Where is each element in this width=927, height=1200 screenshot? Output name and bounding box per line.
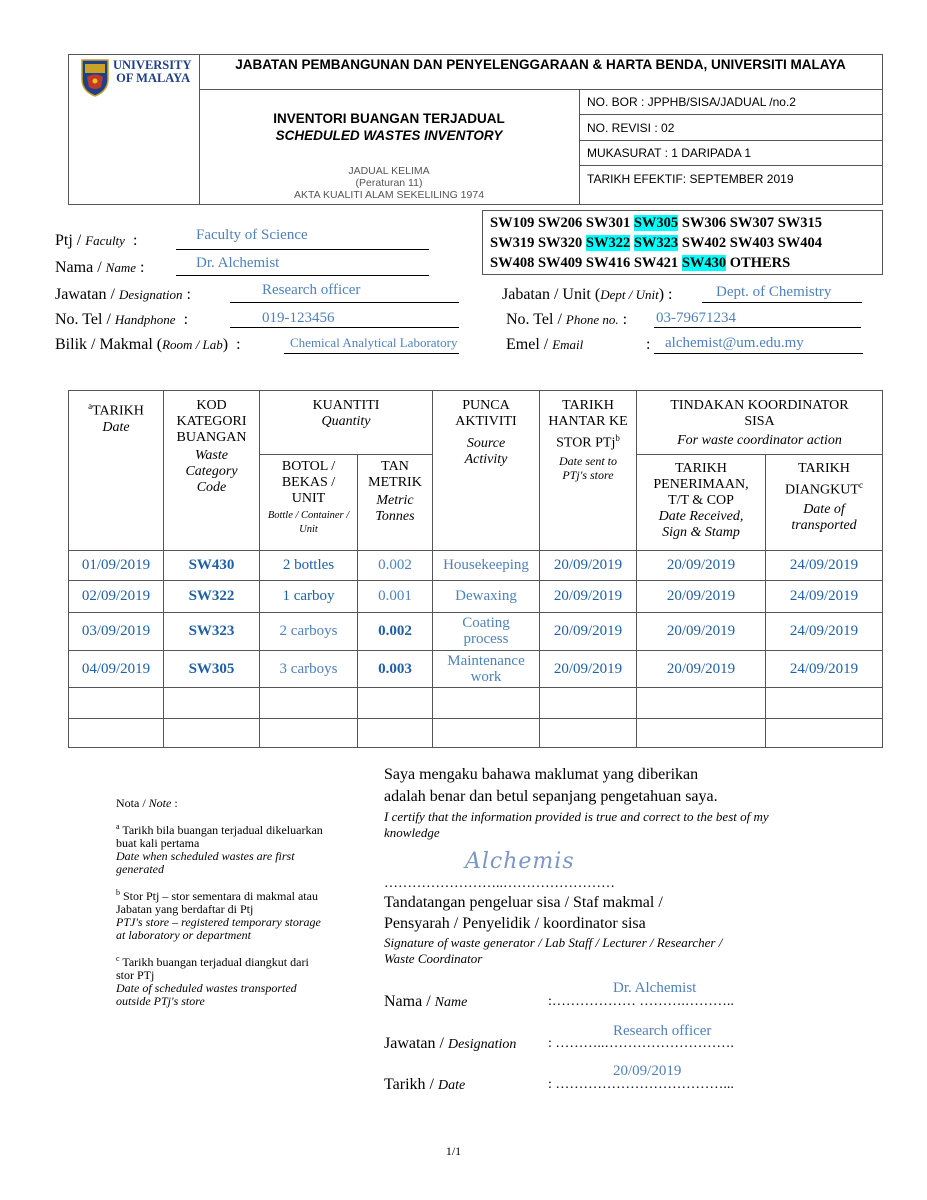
university-logo [77, 59, 197, 101]
table-cell-transported[interactable]: 24/09/2019 [789, 557, 859, 573]
table-cell-date[interactable]: 01/09/2019 [81, 557, 151, 573]
phone-field[interactable]: 03-79671234 [656, 310, 736, 326]
signature-label-en: Signature of waste generator / Lab Staff / Lecturer / Researcher / Waste Coordinator [384, 935, 723, 966]
header-source: PUNCA AKTIVITI Source Activity [455, 398, 517, 467]
table-cell-transported[interactable]: 24/09/2019 [789, 661, 859, 677]
waste-code: SW409 [537, 255, 583, 271]
table-cell-activity[interactable]: Housekeeping [443, 557, 529, 573]
cert-name-value[interactable]: Dr. Alchemist [613, 980, 697, 996]
header-transported: TARIKH DIANGKUT$^c$ Date of transported [785, 461, 863, 533]
note-b: $^b$ Stor Ptj – stor sementara di makmal atau Jabatan yang berdaftar di Ptj PTJ's store – registered temporary storage at laboratory or department [116, 888, 321, 942]
table-cell-date[interactable]: 02/09/2019 [81, 588, 151, 604]
table-cell-activity[interactable]: Dewaxing [455, 588, 517, 604]
revision-number: NO. REVISI : 02 [587, 121, 675, 135]
table-cell-qty[interactable]: 2 carboys [279, 623, 338, 639]
waste-code: SW305 [633, 215, 679, 231]
table-cell-received[interactable]: 20/09/2019 [666, 661, 736, 677]
header-bottle: BOTOL / BEKAS / UNIT Bottle / Container / Unit [267, 459, 350, 535]
table-cell-qty[interactable]: 2 bottles [282, 557, 335, 573]
header-received: TARIKH PENERIMAAN, T/T & COP Date Received, Sign & Stamp [653, 461, 749, 540]
certification-ms-1: Saya mengaku bahawa maklumat yang diberikan [384, 766, 699, 783]
cert-designation-label: Jawatan / Designation [384, 1035, 517, 1052]
header-coordinator: TINDAKAN KOORDINATOR SISA For waste coordinator action [670, 398, 849, 448]
cert-date-label: Tarikh / Date [384, 1076, 466, 1093]
table-cell-date[interactable]: 03/09/2019 [81, 623, 151, 639]
table-cell-code[interactable]: SW323 [188, 623, 235, 639]
waste-code: SW319 [490, 235, 535, 251]
waste-code: SW323 [633, 235, 679, 251]
certification-ms-2: adalah benar dan betul sepanjang pengetahuan saya. [384, 788, 718, 805]
table-cell-sent[interactable]: 20/09/2019 [553, 588, 623, 604]
doc-number: NO. BOR : JPPHB/SISA/JADUAL /no.2 [587, 95, 796, 109]
waste-code: SW416 [585, 255, 631, 271]
header-date: $^a$TARIKH Date [88, 401, 144, 435]
faculty-label: Ptj / Faculty : [55, 232, 138, 249]
waste-code-line [490, 255, 790, 272]
waste-code: SW307 [729, 215, 775, 231]
note-a: $^a$ Tarikh bila buangan terjadual dikeluarkan buat kali pertama Date when scheduled wastes are first generated [116, 822, 323, 876]
document-header [68, 54, 883, 205]
cert-name-line: :……………… ……….……….. [548, 994, 734, 1009]
waste-code: SW109 [490, 215, 535, 231]
notes-section: Nota / Note : $^a$ Tarikh bila buangan terjadual dikeluarkan buat kali pertama Date when scheduled wastes are first generated $^b$ Stor Ptj – stor sementara di makmal atau Jabatan yang berdaftar di Ptj PTJ's store – registered temporary storage at laboratory or department $^c$ Tarikh buangan terjadual diangkut dari stor PTj Date of scheduled wastes transported outside PTj's store [116, 797, 326, 1008]
table-cell-received[interactable]: 20/09/2019 [666, 588, 736, 604]
signature: Alchemis [465, 849, 575, 874]
signature-label-1: Tandatangan pengeluar sisa / Staf makmal / [384, 894, 663, 911]
table-cell-qty[interactable]: 3 carboys [279, 661, 338, 677]
designation-field[interactable]: Research officer [262, 282, 361, 298]
table-cell-activity[interactable]: Maintenance work [447, 653, 525, 685]
header-quantity: KUANTITI Quantity [312, 398, 380, 429]
waste-code: SW430 [681, 255, 727, 271]
cert-name-label: Nama / Name [384, 993, 468, 1010]
waste-code: SW301 [585, 215, 631, 231]
waste-inventory-table [68, 390, 883, 748]
table-cell-received[interactable]: 20/09/2019 [666, 623, 736, 639]
faculty-field[interactable]: Faculty of Science [196, 227, 308, 243]
table-cell-received[interactable]: 20/09/2019 [666, 557, 736, 573]
waste-code: SW403 [729, 235, 775, 251]
room-field[interactable]: Chemical Analytical Laboratory [290, 335, 458, 350]
page-of: MUKASURAT : 1 DARIPADA 1 [587, 146, 752, 160]
table-cell-qty[interactable]: 1 carboy [282, 588, 335, 604]
name-label: Nama / Name : [55, 259, 145, 276]
waste-code: SW206 [537, 215, 583, 231]
unit-label: Jabatan / Unit (Dept / Unit) : [502, 286, 673, 303]
table-cell-transported[interactable]: 24/09/2019 [789, 588, 859, 604]
waste-code-box [482, 210, 883, 275]
inventory-title-ms: INVENTORI BUANGAN TERJADUAL [273, 111, 505, 126]
effective-date: TARIKH EFEKTIF: SEPTEMBER 2019 [587, 172, 794, 186]
cert-date-value[interactable]: 20/09/2019 [613, 1063, 682, 1079]
waste-code: SW315 [777, 215, 823, 231]
waste-code: SW306 [681, 215, 727, 231]
email-field[interactable]: alchemist@um.edu.my [665, 335, 804, 351]
table-cell-sent[interactable]: 20/09/2019 [553, 557, 623, 573]
waste-code: OTHERS [729, 255, 791, 271]
header-tonnes: TAN METRIK Metric Tonnes [368, 459, 422, 524]
cert-designation-line: : ………..………………………. [548, 1036, 734, 1051]
cert-designation-value[interactable]: Research officer [613, 1023, 712, 1039]
table-cell-code[interactable]: SW322 [188, 588, 235, 604]
table-cell-tonnes[interactable]: 0.002 [378, 623, 412, 639]
table-cell-code[interactable]: SW305 [188, 661, 235, 677]
signature-line[interactable]: ……………………..…………………… [384, 876, 615, 891]
name-field[interactable]: Dr. Alchemist [196, 255, 280, 271]
table-cell-activity[interactable]: Coating process [462, 615, 510, 647]
table-cell-tonnes[interactable]: 0.001 [378, 588, 412, 604]
designation-label: Jawatan / Designation : [55, 286, 191, 303]
crest-icon [81, 59, 109, 97]
note-c: $^c$ Tarikh buangan terjadual diangkut dari stor PTj Date of scheduled wastes transported outside PTj's store [116, 954, 309, 1008]
certification-en: I certify that the information provided is true and correct to the best of my knowledge [384, 809, 769, 840]
unit-field[interactable]: Dept. of Chemistry [716, 284, 832, 300]
logo-text: UNIVERSITY OF MALAYA [113, 58, 192, 85]
department-title: JABATAN PEMBANGUNAN DAN PENYELENGGARAAN & HARTA BENDA, UNIVERSITI MALAYA [235, 57, 846, 72]
table-cell-date[interactable]: 04/09/2019 [81, 661, 151, 677]
table-cell-tonnes[interactable]: 0.002 [378, 557, 412, 573]
header-category-code: KOD KATEGORI BUANGAN Waste Category Code [176, 398, 247, 495]
waste-code: SW404 [777, 235, 823, 251]
table-cell-tonnes[interactable]: 0.003 [378, 661, 412, 677]
waste-code: SW402 [681, 235, 727, 251]
table-cell-sent[interactable]: 20/09/2019 [553, 623, 623, 639]
waste-code: SW320 [537, 235, 583, 251]
inventory-title-en: SCHEDULED WASTES INVENTORY [275, 128, 503, 143]
waste-code-line [490, 215, 822, 232]
waste-code: SW322 [585, 235, 631, 251]
signature-label-2: Pensyarah / Penyelidik / koordinator sisa [384, 915, 646, 932]
room-label: Bilik / Makmal (Room / Lab) : [55, 336, 241, 353]
waste-code-line [490, 235, 822, 252]
page-number: 1/1 [445, 1144, 462, 1158]
header-sent-date: TARIKH HANTAR KE STOR PTj$^b$ Date sent to PTj's store [548, 398, 628, 482]
waste-code: SW421 [633, 255, 679, 271]
regulation-reference: JADUAL KELIMA (Peraturan 11) AKTA KUALITI ALAM SEKELILING 1974 [293, 165, 485, 201]
table-cell-sent[interactable]: 20/09/2019 [553, 661, 623, 677]
handphone-label: No. Tel / Handphone : [55, 311, 189, 328]
phone-label: No. Tel / Phone no. : [506, 311, 628, 328]
waste-code: SW408 [490, 255, 535, 271]
email-label: Emel / Email [506, 336, 584, 353]
cert-date-line: : ………………………………... [548, 1077, 734, 1092]
handphone-field[interactable]: 019-123456 [262, 310, 335, 326]
table-cell-transported[interactable]: 24/09/2019 [789, 623, 859, 639]
table-cell-code[interactable]: SW430 [188, 557, 235, 573]
